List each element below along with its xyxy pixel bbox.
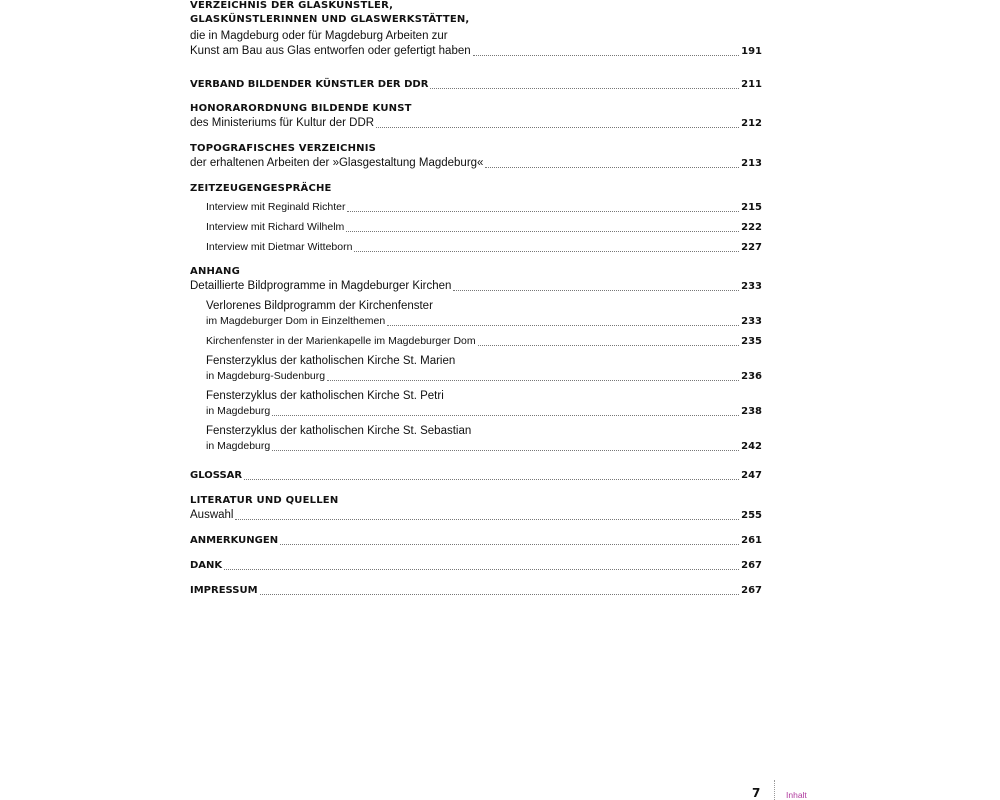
toc-entry-title: DANK [190, 560, 223, 571]
toc-subentry[interactable] [190, 279, 762, 294]
toc-entry-vbk[interactable] [190, 77, 762, 92]
dot-leader [272, 414, 739, 416]
toc-subentry[interactable] [190, 200, 762, 215]
toc-entry-title: TOPOGRAFISCHES VERZEICHNIS [190, 143, 377, 154]
dot-leader [244, 478, 739, 480]
toc-entry-anmerkungen[interactable] [190, 533, 762, 548]
toc-page-number: 236 [741, 371, 762, 382]
toc-subentry-text: Interview mit Dietmar Witteborn [206, 241, 353, 253]
toc-subentry-text: in Magdeburg [206, 440, 271, 452]
dot-leader [354, 250, 739, 252]
toc-page-number: 211 [741, 79, 762, 90]
toc-subentry[interactable] [190, 220, 762, 235]
toc-page-number: 261 [741, 535, 762, 546]
dot-leader [430, 87, 739, 89]
dot-leader [376, 126, 739, 128]
toc-subentry-text: Interview mit Reginald Richter [206, 201, 346, 213]
toc-entry-honorarordnung[interactable] [190, 102, 762, 131]
dot-leader [224, 568, 739, 570]
toc-page-number: 267 [741, 560, 762, 571]
toc-page-number: 242 [741, 441, 762, 452]
toc-subentry-text: Verlorenes Bildprogramm der Kirchenfenster [206, 300, 433, 312]
dot-leader [346, 230, 739, 232]
toc-subentry-text: im Magdeburger Dom in Einzelthemen [206, 315, 386, 327]
toc-page-number: 227 [741, 242, 762, 253]
toc-entry-subtitle: Auswahl [190, 509, 234, 521]
toc-entry-title: ANHANG [190, 266, 240, 277]
toc-subentry[interactable] [190, 389, 762, 419]
dot-leader [485, 166, 739, 168]
toc-subentry[interactable] [190, 240, 762, 255]
toc-subentry-text: Fensterzyklus der katholischen Kirche St. Marien [206, 355, 456, 367]
dot-leader [280, 543, 739, 545]
dot-leader [478, 344, 739, 346]
toc-subentry-text: Fensterzyklus der katholischen Kirche St. Petri [206, 390, 444, 402]
toc-subentry-text: in Magdeburg-Sudenburg [206, 370, 326, 382]
toc-entry-glass-artists[interactable] [190, 0, 762, 59]
toc-page-number: 191 [741, 46, 762, 57]
toc-page-number: 215 [741, 202, 762, 213]
toc-entry-impressum[interactable] [190, 583, 762, 598]
toc-subentry-text: Kirchenfenster in der Marienkapelle im Magdeburger Dom [206, 335, 476, 347]
toc-subentry-text: Interview mit Richard Wilhelm [206, 221, 345, 233]
dot-leader [473, 54, 739, 56]
toc-subentry[interactable] [190, 424, 762, 454]
toc-subentry[interactable] [190, 354, 762, 384]
toc-page-number: 247 [741, 470, 762, 481]
toc-entry-title: VERZEICHNIS DER GLASKÜNSTLER, [190, 0, 394, 11]
toc-page-number: 222 [741, 222, 762, 233]
toc-entry-title: LITERATUR UND QUELLEN [190, 495, 339, 506]
toc-entry-literatur[interactable] [190, 494, 762, 523]
dot-leader [235, 518, 739, 520]
toc-page-number: 212 [741, 118, 762, 129]
dot-leader [347, 210, 739, 212]
toc-entry-topografisches-verzeichnis[interactable] [190, 142, 762, 171]
toc-entry-glossar[interactable] [190, 468, 762, 483]
toc-page-number: 255 [741, 510, 762, 521]
toc-page-number: 213 [741, 158, 762, 169]
toc-entry-title: GLOSSAR [190, 470, 243, 481]
toc-entry-title: IMPRESSUM [190, 585, 258, 596]
toc-entry-zeitzeugengespraeche [190, 182, 762, 255]
toc-entry-subtitle: der erhaltenen Arbeiten der »Glasgestaltung Magdeburg« [190, 157, 484, 169]
toc-subentry[interactable] [190, 299, 762, 329]
toc-entry-subtitle: des Ministeriums für Kultur der DDR [190, 117, 375, 129]
toc-page-number: 267 [741, 585, 762, 596]
dot-leader [260, 593, 740, 595]
dot-leader [453, 289, 739, 291]
toc-page-number: 238 [741, 406, 762, 417]
toc-subentry-text: in Magdeburg [206, 405, 271, 417]
toc-entry-subtitle: Detaillierte Bildprogramme in Magdeburger Kirchen [190, 280, 452, 292]
dot-leader [387, 324, 739, 326]
toc-subentry[interactable] [190, 334, 762, 349]
page-number: 7 [752, 786, 761, 800]
dot-leader [327, 379, 739, 381]
toc-subentry-text: Fensterzyklus der katholischen Kirche St. Sebastian [206, 425, 472, 437]
toc-entry-subtitle: die in Magdeburg oder für Magdeburg Arbeiten zur [190, 30, 448, 42]
toc-entry-title: GLASKÜNSTLERINNEN UND GLASWERKSTÄTTEN, [190, 14, 470, 25]
dot-leader [272, 449, 739, 451]
toc-entry-dank[interactable] [190, 558, 762, 573]
toc-entry-title: ZEITZEUGENGESPRÄCHE [190, 183, 332, 194]
footer-divider [774, 780, 775, 800]
toc-entry-subtitle: Kunst am Bau aus Glas entworfen oder gefertigt haben [190, 45, 471, 57]
toc-page-number: 235 [741, 336, 762, 347]
toc-entry-title: VERBAND BILDENDER KÜNSTLER DER DDR [190, 79, 429, 90]
toc-entry-title: ANMERKUNGEN [190, 535, 279, 546]
section-label: Inhalt [786, 790, 807, 800]
toc-page-number: 233 [741, 281, 762, 292]
toc-entry-title: HONORARORDNUNG BILDENDE KUNST [190, 103, 412, 114]
toc-page-number: 233 [741, 316, 762, 327]
toc-entry-anhang [190, 265, 762, 454]
